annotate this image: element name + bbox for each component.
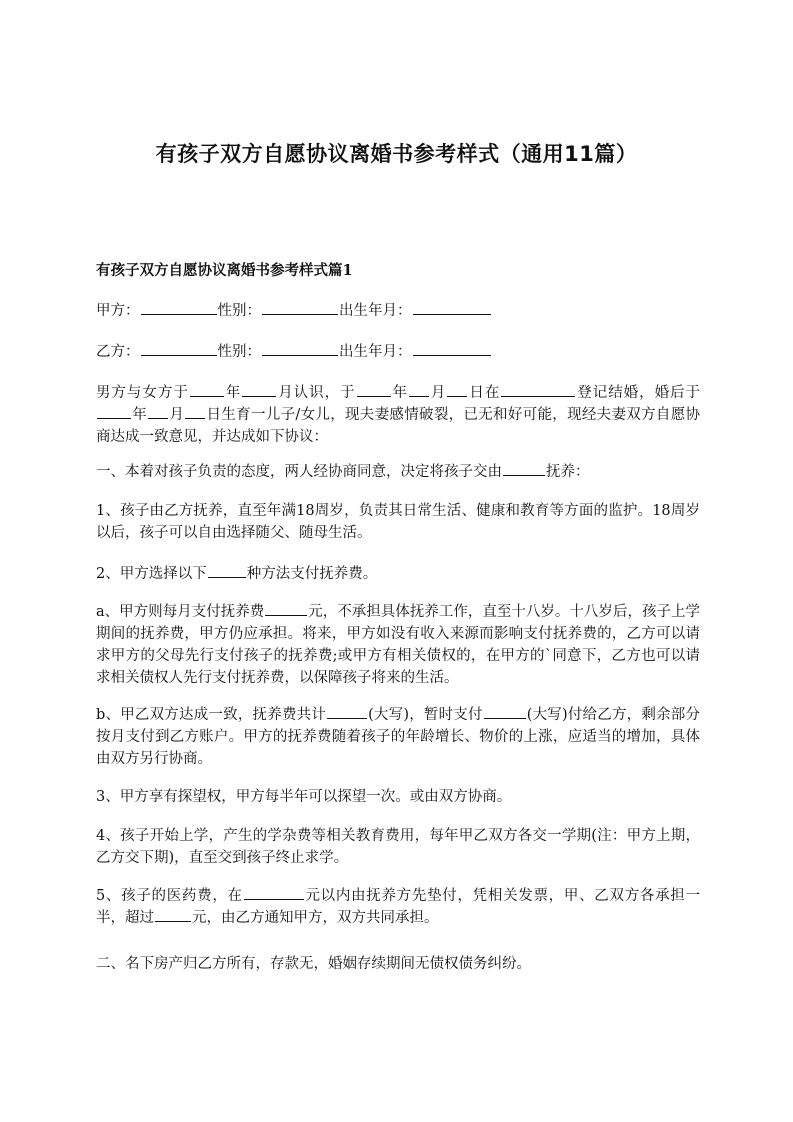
- blank-field: [244, 885, 304, 900]
- party-b-line: [96, 341, 700, 363]
- blank-field: [409, 382, 429, 397]
- party-a-gender-label: 性别：: [217, 303, 261, 319]
- clause-text: 元以内由抚养方先垫付，凭相关发票，甲、乙双方各承担一半，超过: [96, 888, 700, 926]
- blank-field: [97, 404, 131, 419]
- party-b-gender-label: 性别：: [217, 344, 261, 360]
- clause-text: 元，由乙方通知甲方，双方共同承担。: [192, 910, 439, 926]
- clause-text: 一、本着对孩子负责的态度，两人经协商同意，决定将孩子交由: [96, 464, 502, 480]
- party-a-label: 甲方：: [96, 303, 140, 319]
- blank-field: [501, 382, 575, 397]
- marriage-text: 日生育一儿子/女儿，现夫妻感情破裂，已无和好可能，现经夫妻双方自愿协商达成一致意见，并达成如下协议：: [96, 407, 701, 445]
- clause-text: 抚养：: [546, 464, 590, 480]
- party-a-line: [96, 300, 700, 322]
- party-b-gender-blank: [262, 341, 338, 356]
- blank-field: [155, 907, 191, 922]
- clause-text: 种方法支付抚养费。: [246, 566, 378, 582]
- document-title: 有孩子双方自愿协议离婚书参考样式（通用11篇）: [155, 142, 638, 166]
- clause-2: 二、名下房产归乙方所有，存款无，婚姻存续期间无债权债务纠纷。: [96, 956, 531, 972]
- clause-text: (大写)付给乙方，剩余部分按月支付到乙方账户。甲方的抚养费随着孩子的年龄增长、物价的上涨，应适当的增加，具体由双方另行协商。: [96, 707, 700, 767]
- section-heading: 有孩子双方自愿协议离婚书参考样式篇1: [96, 262, 353, 279]
- clause-text: 元，不承担具体抚养工作，直至十八岁。十八岁后，孩子上学期间的抚养费，甲方仍应承担。将来，甲方如没有收入来源而影响支付抚养费的，乙方可以请求甲方的父母先行支付孩子的抚养费;或甲方有相关债权的，在甲方的`同意下，乙方也可以请求相关债权人先行支付抚养费，以保障孩子将来的生活。: [96, 604, 700, 686]
- party-a-birth-label: 出生年月：: [339, 303, 412, 319]
- blank-field: [208, 563, 246, 578]
- marriage-text: 登记结婚，婚后于: [576, 385, 701, 401]
- blank-field: [447, 382, 467, 397]
- marriage-text: 年: [391, 385, 408, 401]
- marriage-text: 月认识，于: [277, 385, 356, 401]
- marriage-text: 年: [224, 385, 242, 401]
- party-b-name-blank: [141, 341, 217, 356]
- clause-1-5: [96, 885, 700, 929]
- party-a-birth-blank: [413, 300, 491, 315]
- blank-field: [503, 461, 545, 476]
- marriage-text: 男方与女方于: [96, 385, 189, 401]
- clause-1-4: 4、孩子开始上学，产生的学杂费等相关教育费用，每年甲乙双方各交一学期(注：甲方上期，乙方交下期)，直至交到孩子终止求学。: [96, 828, 700, 866]
- clause-b: [96, 704, 700, 770]
- marriage-paragraph: [96, 382, 700, 448]
- blank-field: [357, 382, 391, 397]
- clause-text: b、甲乙双方达成一致，抚养费共计: [96, 707, 327, 723]
- blank-field: [484, 704, 526, 719]
- blank-field: [327, 704, 367, 719]
- blank-field: [148, 404, 168, 419]
- clause-1-2: [96, 563, 700, 585]
- marriage-text: 月: [429, 385, 447, 401]
- clause-1-1: 1、孩子由乙方抚养，直至年满18周岁，负责其日常生活、健康和教育等方面的监护。18周岁以后，孩子可以自由选择随父、随母生活。: [96, 503, 700, 541]
- clause-text: 5、孩子的医药费，在: [96, 888, 243, 904]
- blank-field: [185, 404, 205, 419]
- marriage-text: 日在: [468, 385, 501, 401]
- party-a-gender-blank: [262, 300, 338, 315]
- clause-text: (大写)，暂时支付: [368, 707, 483, 723]
- party-b-birth-label: 出生年月：: [339, 344, 412, 360]
- blank-field: [242, 382, 276, 397]
- marriage-text: 月: [169, 407, 185, 423]
- party-a-name-blank: [141, 300, 217, 315]
- clause-1: [96, 461, 700, 483]
- clause-1-3: 3、甲方享有探望权，甲方每半年可以探望一次。或由双方协商。: [96, 789, 512, 805]
- clause-text: 2、甲方选择以下: [96, 566, 207, 582]
- clause-text: a、甲方则每月支付抚养费: [96, 604, 265, 620]
- clause-a: [96, 601, 700, 689]
- party-b-birth-blank: [413, 341, 491, 356]
- party-b-label: 乙方：: [96, 344, 140, 360]
- marriage-text: 年: [132, 407, 148, 423]
- blank-field: [265, 601, 307, 616]
- blank-field: [190, 382, 224, 397]
